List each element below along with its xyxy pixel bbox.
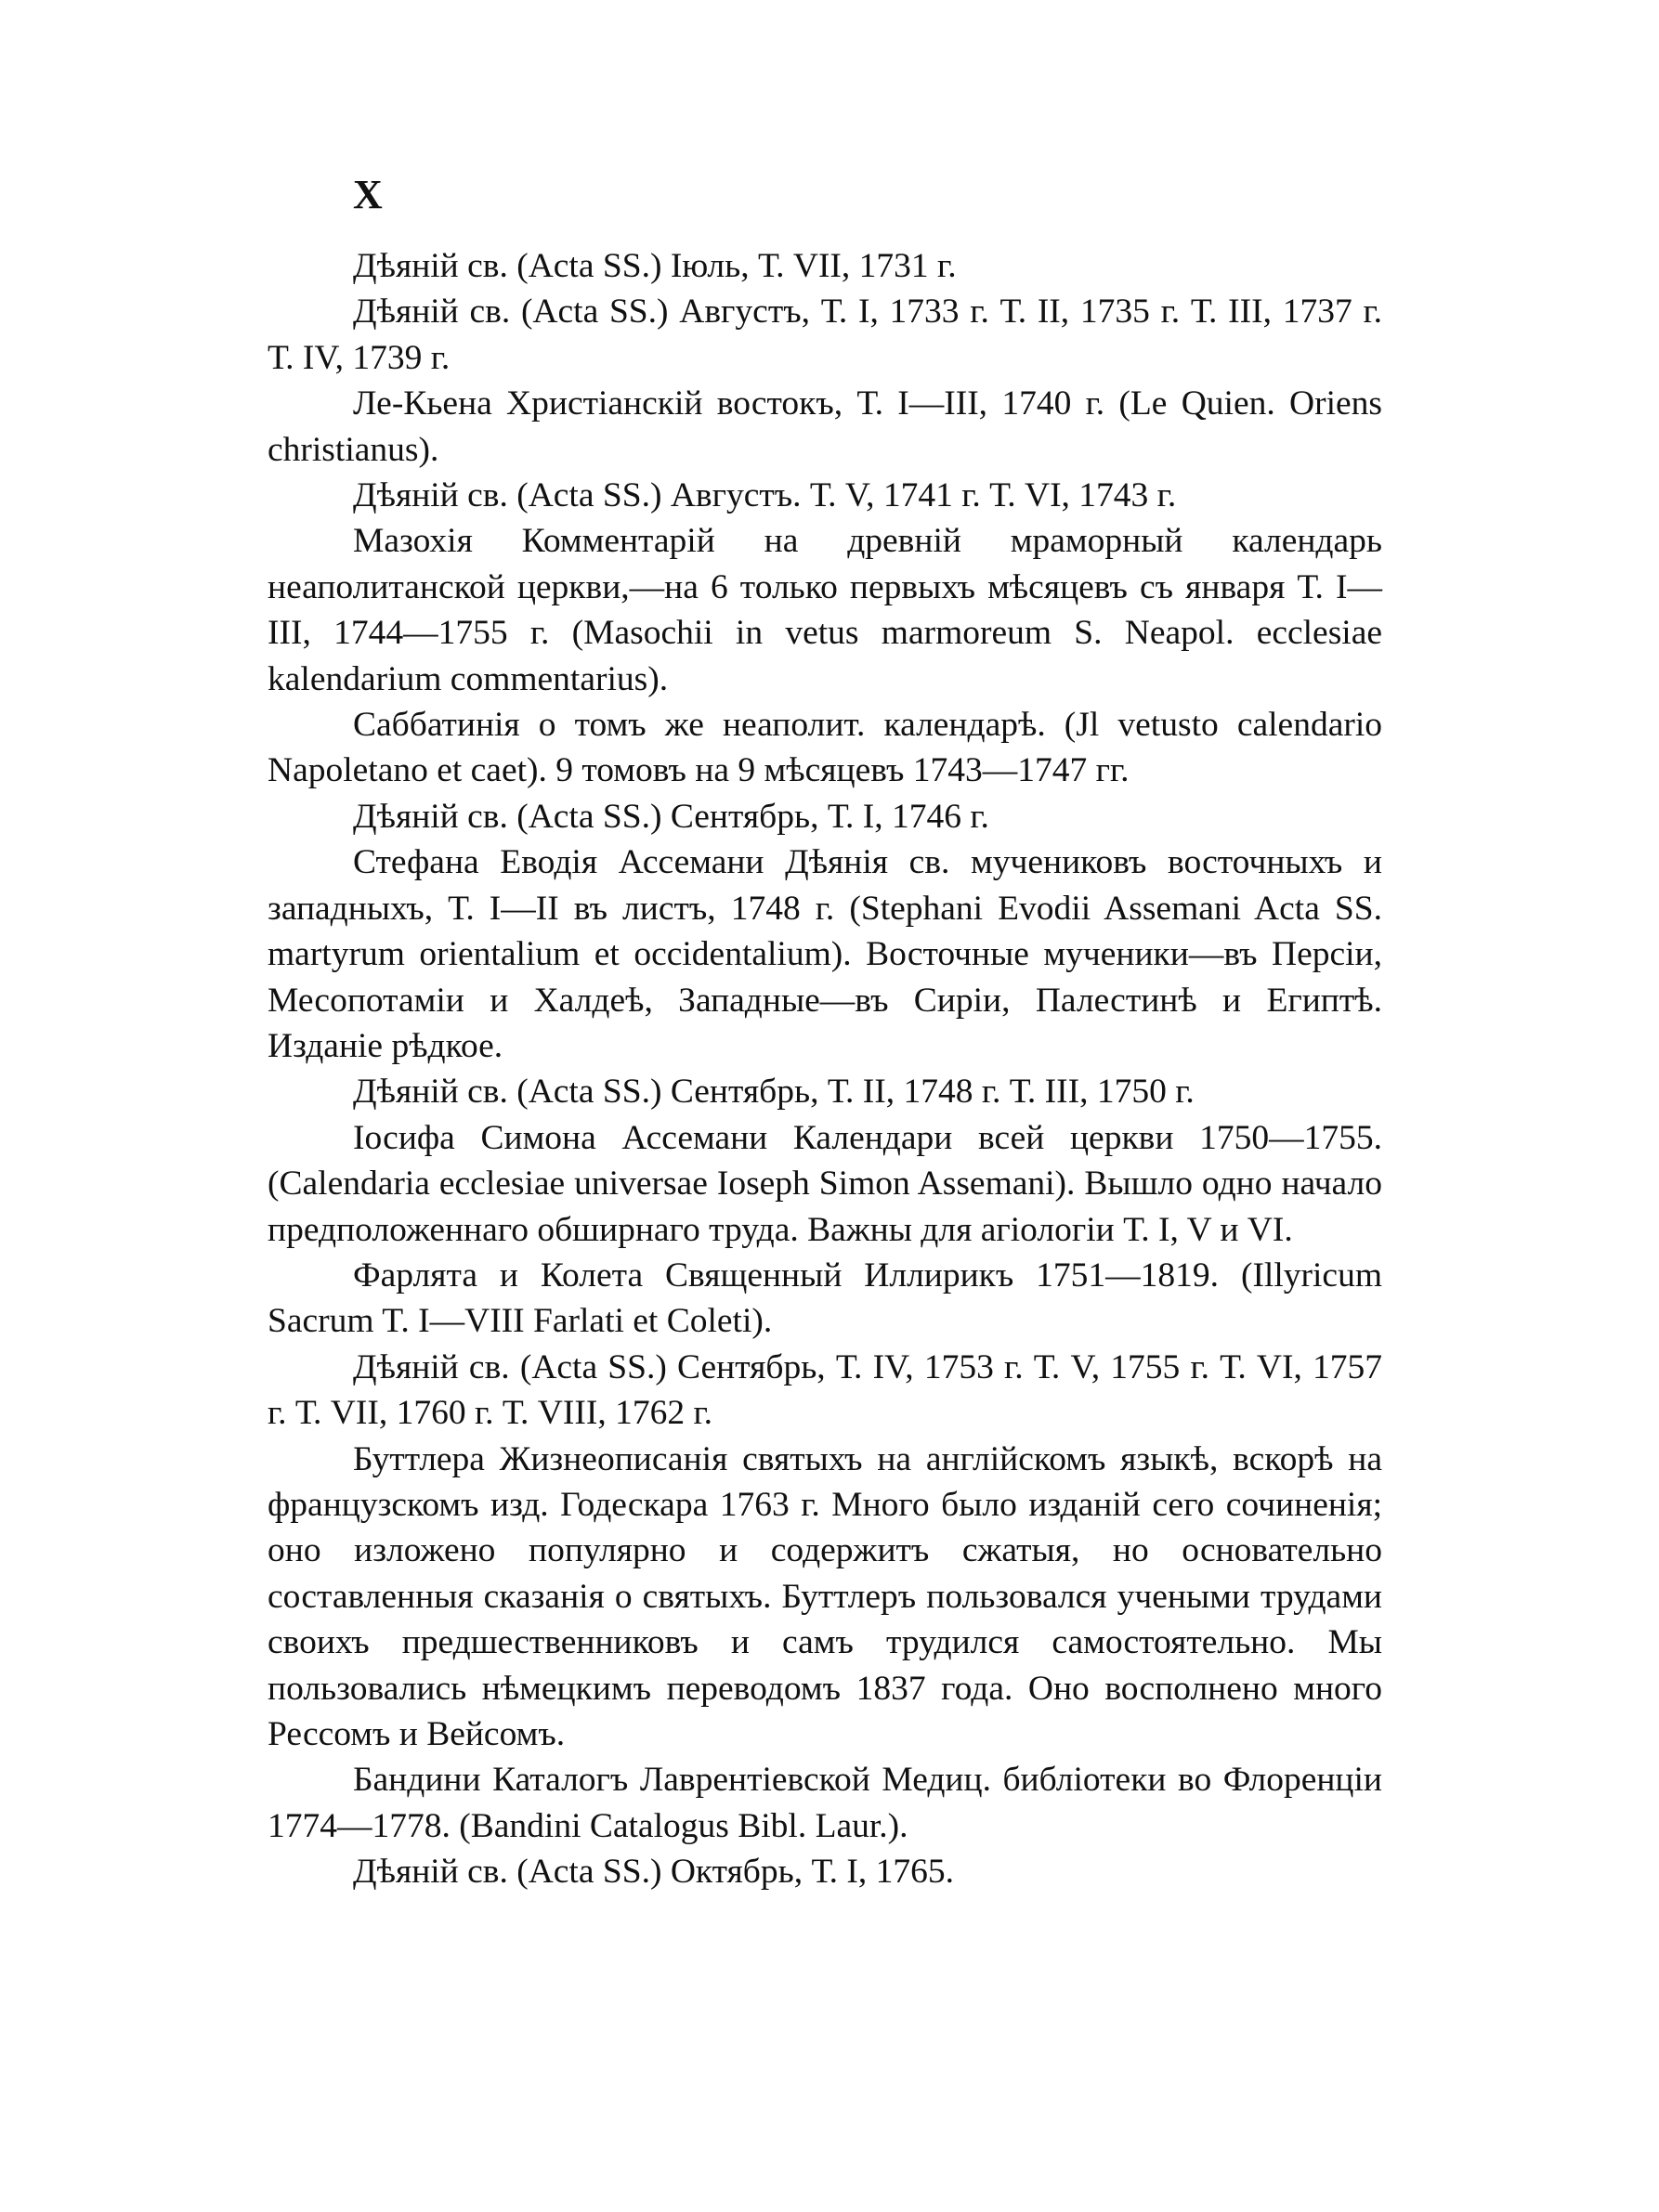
bibliography-entry: Буттлера Жизнеописанія святыхъ на англійскомъ языкѣ, вскорѣ на французскомъ изд. Годескара 1763 г. Много было изданій сего сочиненія; оно изложено популярно и содержитъ сжатыя, но основательно составленныя сказанія о святыхъ. Буттлеръ пользовался учеными трудами своихъ предшественниковъ и самъ трудился самостоятельно. Мы пользовались нѣмецкимъ переводомъ 1837 года. Оно восполнено много Рессомъ и Вейсомъ. (268, 1439, 1382, 1753)
page-folio: X (353, 172, 383, 217)
bibliography-entry: Дѣяній св. (Acta SS.) Іюль, Т. VII, 1731 г. (353, 247, 957, 285)
bibliography-entry: Бандини Каталогъ Лаврентіевской Медиц. библіотеки во Флоренціи 1774—1778. (Bandini Catalogus Bibl. Laur.). (268, 1761, 1382, 1845)
bibliography-entry: Дѣяній св. (Acta SS.) Сентябрь, Т. IV, 1753 г. Т. V, 1755 г. Т. VI, 1757 г. Т. VII, 1760 г. Т. VIII, 1762 г. (268, 1347, 1382, 1433)
bibliography-entry: Дѣяній св. (Acta SS.) Сентябрь, Т. I, 1746 г. (353, 797, 989, 836)
bibliography-text (268, 243, 1382, 1895)
bibliography-entry: Ле-Кьена Христіанскій востокъ, Т. I—III, 1740 г. (Le Quien. Oriens christianus). (268, 384, 1382, 469)
bibliography-entry: Мазохія Комментарій на древній мраморный календарь неаполитанской церкви,—на 6 только первыхъ мѣсяцевъ съ января Т. I—III, 1744—1755 г. (Masochii in vetus marmoreum S. Neapol. ecclesiae kalendarium commentarius). (268, 522, 1382, 698)
bibliography-entry: Дѣяній св. (Acta SS.) Августъ, Т. I, 1733 г. Т. II, 1735 г. Т. III, 1737 г. Т. IV, 1739 г. (268, 293, 1382, 377)
bibliography-entry: Дѣяній св. (Acta SS.) Октябрь, Т. I, 1765. (353, 1853, 954, 1892)
bibliography-entry: Іосифа Симона Ассемани Календари всей церкви 1750—1755. (Calendaria ecclesiae universae Ioseph Simon Assemani). Вышло одно начало предположеннаго обширнаго труда. Важны для агіологіи Т. I, V и VI. (268, 1118, 1382, 1249)
bibliography-entry: Дѣяній св. (Acta SS.) Сентябрь, Т. II, 1748 г. Т. III, 1750 г. (353, 1073, 1195, 1112)
bibliography-entry: Стефана Еводія Ассемани Дѣянія св. мучениковъ восточныхъ и западныхъ, Т. I—II въ листъ, 1748 г. (Stephani Evodii Assemani Acta SS. martyrum orientalium et occidentalium). Восточные мученики—въ Персіи, Месопотаміи и Халдеѣ, Западные—въ Сиріи, Палестинѣ и Египтѣ. Изданіе рѣдкое. (268, 843, 1382, 1065)
bibliography-entry: Фарлята и Колета Священный Иллирикъ 1751—1819. (Illyricum Sacrum T. I—VIII Farlati et Coleti). (268, 1256, 1382, 1341)
bibliography-entry: Дѣяній св. (Acta SS.) Августъ. Т. V, 1741 г. Т. VI, 1743 г. (353, 476, 1177, 515)
bibliography-entry: Саббатинія о томъ же неаполит. календарѣ. (Jl vetusto calendario Napoletano et caet). 9 томовъ на 9 мѣсяцевъ 1743—1747 гг. (268, 706, 1382, 790)
